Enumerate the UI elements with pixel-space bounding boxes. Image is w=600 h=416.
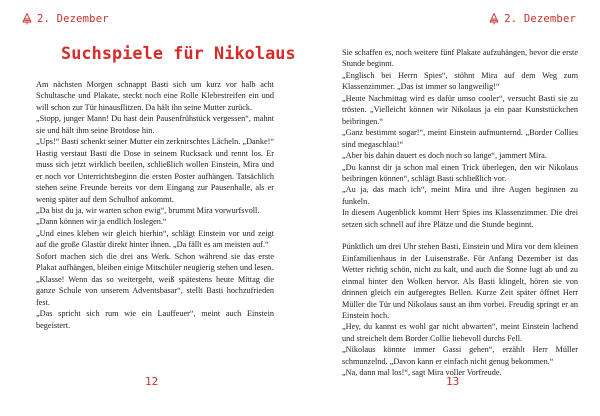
paragraph: „Nikolaus könnte immer Gassi gehen“, erzählt Herr Müller schmunzelnd. „Davon kann er einfach nicht genug bekommen.“: [342, 345, 578, 366]
paragraph: „Hey, du kannst es wohl gar nicht abwarten“, meint Einstein lachend und streichelt dem Border Collie liebevoll durchs Fell.: [342, 322, 578, 343]
paragraph: „Da bist du ja, wir warten schon ewig“, brummt Mira vorwurfsvoll.: [36, 205, 260, 215]
paragraph: Pünktlich um drei Uhr stehen Basti, Einstein und Mira vor dem kleinen Einfamilienhaus in der Luisenstraße. Für Anfang Dezember ist das Wetter richtig schön, nicht zu kalt, und auch die Sonne lugt ab und zu einmal hinter den Wolken hervor. Als Basti klingelt, hören sie von drinnen gleich ein aufgeregtes Bellen. Kurze Zeit später öffnet Herr Müller die Tür und Nikolaus saust an ihm vorbei. Freudig springt er an Einstein hoch.: [342, 242, 578, 320]
paragraph: „Heute Nachmittag wird es dafür umso cooler“, versucht Basti sie zu trösten. „Vielleicht können wir Nikolaus ja ein paar Kunststückchen beibringen.“: [342, 93, 578, 126]
paragraph: Am nächsten Morgen schnappt Basti sich um kurz vor halb acht Schultasche und Plakate, steckt noch eine Rolle Klebestreifen ein und will schon zur Tür hinausflitzen. Da hält ihn seine Mutter zurück.: [36, 80, 274, 112]
christmas-tree-icon: [22, 13, 32, 25]
paragraph: „Aber bis dahin dauert es doch noch so lange“, jammert Mira.: [342, 151, 547, 161]
paragraph: „Klasse! Wenn das so weitergeht, weiß spätestens heute Mittag die ganze Schule von unserem Adventsbasar“, stellt Basti hochzufrieden fest.: [36, 274, 274, 307]
paragraph: „Englisch bei Herrn Spies“, stöhnt Mira auf dem Weg zum Klassenzimmer. „Das ist immer so langweilig!“: [342, 70, 578, 92]
paragraph: „Ups!“ Basti schenkt seiner Mutter ein zerknirschtes Lächeln. „Danke!“: [36, 137, 275, 147]
left-body-text: [36, 79, 274, 331]
right-running-header: [489, 13, 576, 25]
right-page: [300, 0, 600, 416]
paragraph: „Und eines kleben wir gleich hierhin“, schlägt Einstein vor und zeigt auf die große Glastür direkt hinter ihnen. „Da fällt es am meisten auf.“: [36, 228, 274, 250]
left-header-label: 2. Dezember: [37, 13, 109, 25]
left-running-header: [22, 13, 109, 25]
paragraph: Sie schaffen es, noch weitere fünf Plakate aufzuhängen, bevor die erste Stunde beginnt.: [342, 48, 578, 69]
paragraph: „Na, dann mal los!“, sagt Mira voller Vorfreude.: [342, 368, 502, 378]
page-number: 12: [145, 375, 159, 388]
paragraph: „Stopp, junger Mann! Du hast dein Pausenfrühstück vergessen“, mahnt sie und hält ihm seine Brotdose hin.: [36, 114, 274, 135]
paragraph: „Ganz bestimmt sogar!“, meint Einstein aufmunternd. „Border Collies sind megaschlau!“: [342, 128, 578, 149]
paragraph: Sofort machen sich die drei ans Werk. Schon während sie das erste Plakat aufhängen, bleiben einige Mitschüler neugierig stehen und lesen.: [36, 251, 274, 273]
christmas-tree-icon: [489, 13, 499, 25]
paragraph: „Au ja, das mach ich“, meint Mira und ihre Augen beginnen zu funkeln.: [342, 185, 578, 206]
paragraph: „Du kannst dir ja schon mal einen Trick überlegen, den wir Nikolaus beibringen können“, schlägt Basti schließlich vor.: [342, 162, 578, 183]
page-number: 13: [446, 375, 460, 388]
paragraph: „Dann können wir ja endlich loslegen.“: [36, 217, 167, 227]
paragraph: „Das spricht sich rum wie ein Lauffeuer“, meint auch Einstein begeistert.: [36, 309, 274, 330]
right-header-label: 2. Dezember: [504, 13, 576, 25]
paragraph: Hastig verstaut Basti die Dose in seinem Rucksack und rennt los. Er muss sich jetzt wirklich beeilen, schließlich wollen Einstein, Mira und er noch vor Unterrichtsbeginn die ersten Poster aufhängen. Tatsächlich stehen seine Freunde bereits vor dem Eingang zur Pausenhalle, als er wenig später auf dem Schulhof ankommt.: [36, 148, 274, 204]
paragraph: In diesem Augenblick kommt Herr Spies ins Klassenzimmer. Die drei setzen sich schnell auf ihre Plätze und die Stunde beginnt.: [342, 208, 578, 229]
right-body-text: [342, 47, 578, 379]
chapter-title: Suchspiele für Nikolaus: [61, 43, 296, 63]
